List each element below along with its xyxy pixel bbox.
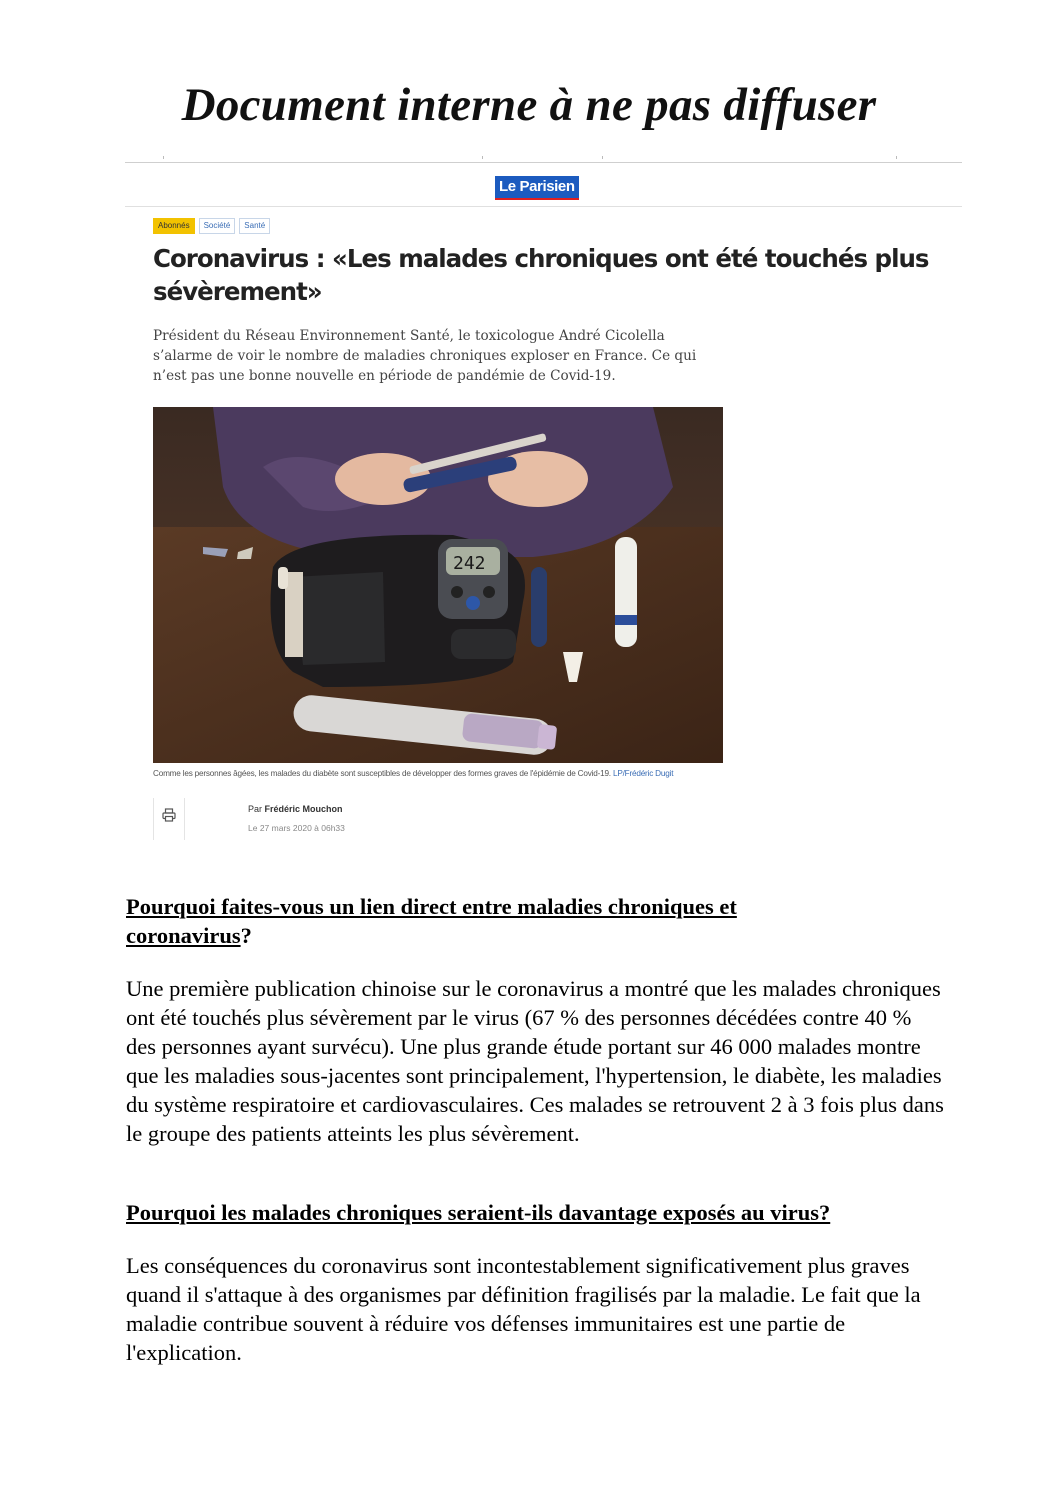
- photo-credit[interactable]: LP/Frédéric Dugit: [612, 769, 674, 778]
- divider: [125, 162, 962, 163]
- byline-prefix: Par: [248, 804, 263, 814]
- interview-question: [126, 892, 846, 950]
- article-headline: Coronavirus : «Les malades chroniques ont été touchés plus sévèrement»: [153, 244, 929, 306]
- question-mark: ?: [240, 923, 252, 948]
- tag-society[interactable]: Société: [199, 218, 236, 234]
- le-parisien-logo[interactable]: Le Parisien: [495, 176, 579, 200]
- article-tags: [153, 218, 270, 234]
- glucometer-reading: 242: [453, 553, 486, 574]
- author-name[interactable]: Frédéric Mouchon: [264, 804, 343, 814]
- byline: [248, 804, 343, 814]
- article-clipping: [125, 150, 962, 842]
- question-text: Pourquoi les malades chroniques seraient-ils davantage exposés au virus?: [126, 1200, 831, 1225]
- interview-question: [126, 1198, 946, 1227]
- photo-caption: [153, 769, 753, 778]
- caption-text: Comme les personnes âgées, les malades du diabète sont susceptibles de développer des formes graves de l'épidémie de Covid-19.: [153, 769, 611, 778]
- document-title: Document interne à ne pas diffuser: [181, 79, 877, 131]
- publication-date: Le 27 mars 2020 à 06h33: [248, 823, 345, 833]
- article-photo: [153, 407, 723, 763]
- print-button[interactable]: [153, 798, 185, 840]
- article-lead: Président du Réseau Environnement Santé, le toxicologue André Cicolella s’alarme de voir le nombre de maladies chroniques exploser en France. Ce qui n’est pas une bonne nouvelle en période de pandémie de Covid-19.: [153, 328, 697, 384]
- tag-health[interactable]: Santé: [239, 218, 270, 234]
- printer-icon: [162, 808, 176, 822]
- interview-answer: Une première publication chinoise sur le coronavirus a montré que les malades chroniques ont été touchés plus sévèrement par le virus (67 % des personnes décédées contre 40 % des personnes ayant survécu). Une plus grande étude portant sur 46 000 malades montre que les maladies sous-jacentes sont principalement, l'hypertension, le diabète, les maladies du système respiratoire et cardiovasculaires. Ces malades se retrouvent 2 à 3 fois plus dans le groupe des patients atteints les plus sévèrement.: [126, 976, 944, 1146]
- divider: [125, 206, 962, 207]
- interview-answer: Les conséquences du coronavirus sont incontestablement significativement plus graves quand il s'attaque à des organismes par définition fragilisés par la maladie. Le fait que la maladie contribue souvent à réduire vos défenses immunitaires est une partie de l'explication.: [126, 1253, 921, 1365]
- question-text: Pourquoi faites-vous un lien direct entre maladies chroniques et coronavirus: [126, 894, 737, 948]
- tag-subscribers[interactable]: Abonnés: [153, 218, 195, 234]
